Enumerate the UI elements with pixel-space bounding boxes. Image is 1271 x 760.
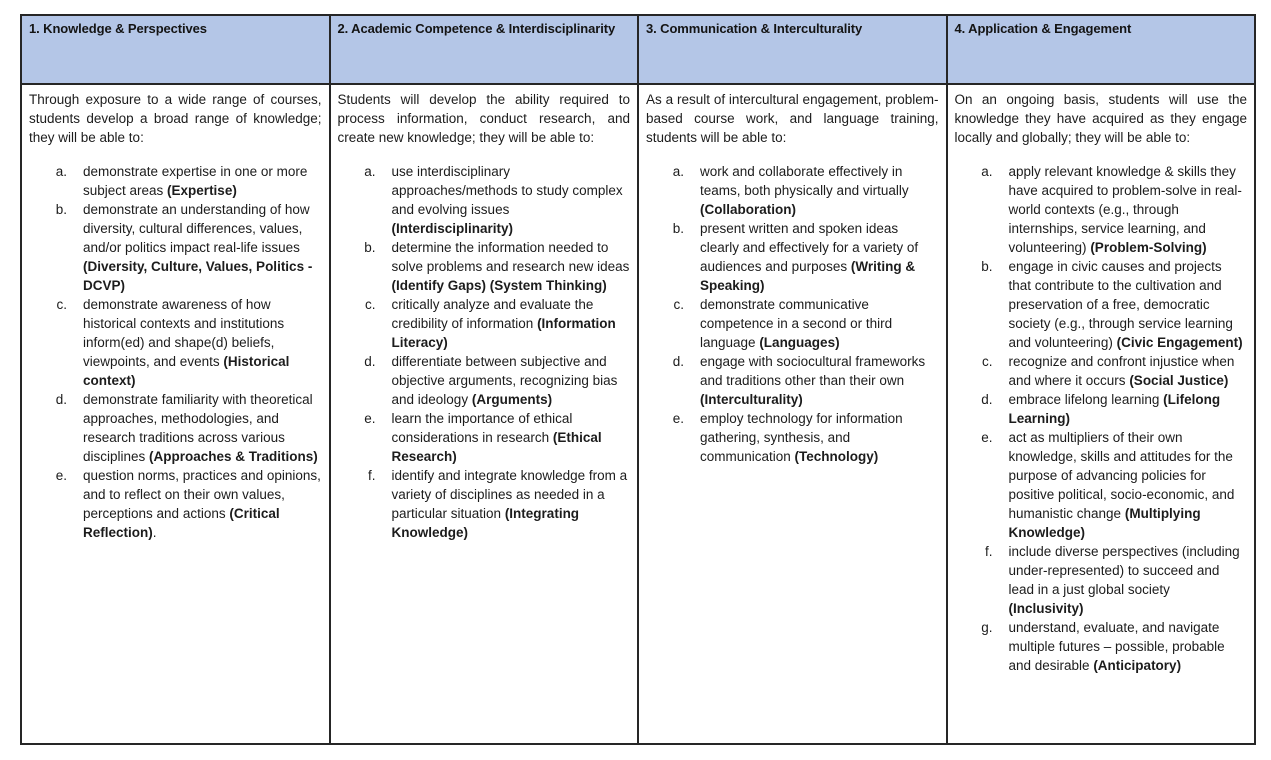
column-intro-text: Through exposure to a wide range of courses, students develop a broad range of knowledge; they will be able to: xyxy=(29,92,322,145)
outcome-list-item xyxy=(646,352,939,409)
list-item-text xyxy=(392,162,631,238)
column-intro-text: Students will develop the ability required to process information, conduct research, and create new knowledge; they will be able to: xyxy=(337,92,630,145)
list-item-text xyxy=(392,409,631,466)
outcome-list-item xyxy=(29,162,322,200)
outcome-keyword: (Civic Engagement) xyxy=(1116,335,1243,350)
outcome-list-item xyxy=(338,466,631,542)
outcome-keyword: (Expertise) xyxy=(167,183,237,198)
outcome-keyword: (Arguments) xyxy=(471,392,553,407)
outcome-text-segment: demonstrate communicative competence in a second or third language xyxy=(700,297,893,350)
outcome-text-segment: recognize and confront injustice when and where it occurs xyxy=(1008,354,1235,388)
list-item-text xyxy=(700,295,939,352)
column-intro-text: On an ongoing basis, students will use the knowledge they have acquired as they engage locally and globally; they will be able to: xyxy=(954,92,1247,145)
list-item-letter: a. xyxy=(364,164,376,179)
list-item-text xyxy=(392,238,631,295)
outcome-text-segment: identify and integrate knowledge from a variety of disciplines as needed in a particular situation xyxy=(391,468,628,521)
list-item-text xyxy=(83,295,322,390)
outcome-keyword: (Technology) xyxy=(794,449,879,464)
outcome-keyword: (Inclusivity) xyxy=(1008,601,1084,616)
list-item-text xyxy=(83,390,322,466)
table-column xyxy=(331,16,640,743)
outcome-text-segment: learn the importance of ethical considerations in research xyxy=(391,411,573,445)
column-body-cell xyxy=(948,85,1255,743)
outcome-text-segment: differentiate between subjective and objective arguments, recognizing bias and ideology xyxy=(391,354,618,407)
outcome-keyword: (Ethical Research) xyxy=(391,430,602,464)
outcome-keyword: (Approaches & Traditions) xyxy=(149,449,318,464)
outcome-keyword: (Problem-Solving) xyxy=(1090,240,1207,255)
list-item-text xyxy=(1009,542,1248,618)
list-item-letter: b. xyxy=(55,202,67,217)
outcome-text-segment: embrace lifelong learning xyxy=(1008,392,1164,407)
column-header-label: 2. Academic Competence & Interdisciplinarity xyxy=(337,21,616,36)
column-intro-text: As a result of intercultural engagement, problem-based course work, and language training, students will be able to: xyxy=(646,92,939,145)
outcome-text-segment: determine the information needed to solve problems and research new ideas xyxy=(391,240,630,274)
outcome-text-segment: . xyxy=(152,525,157,540)
list-item-letter: b. xyxy=(364,240,376,255)
outcome-list-item xyxy=(955,618,1248,675)
list-item-letter: c. xyxy=(56,297,67,312)
table-column xyxy=(639,16,948,743)
outcome-list-item xyxy=(955,162,1248,257)
outcome-list-item xyxy=(955,542,1248,618)
outcome-text-segment: apply relevant knowledge & skills they have acquired to problem-solve in real-world contexts (e.g., through internships, service learning, and volunteering) xyxy=(1008,164,1242,255)
list-item-text xyxy=(1009,428,1248,542)
outcome-keyword: (Diversity, Culture, Values, Politics - DCVP) xyxy=(83,259,313,293)
column-body-cell xyxy=(331,85,638,743)
list-item-text xyxy=(1009,162,1248,257)
list-item-text xyxy=(392,352,631,409)
list-item-text xyxy=(1009,618,1248,675)
learning-outcomes-table xyxy=(20,14,1256,745)
outcome-list-item xyxy=(29,200,322,295)
outcome-text-segment: critically analyze and evaluate the credibility of information xyxy=(391,297,594,331)
list-item-text xyxy=(83,162,322,200)
outcome-text-segment: use interdisciplinary approaches/methods to study complex and evolving issues xyxy=(391,164,623,217)
list-item-letter: b. xyxy=(672,221,684,236)
outcome-text-segment: understand, evaluate, and navigate multiple futures – possible, probable and desirable xyxy=(1008,620,1225,673)
outcome-list-item xyxy=(338,352,631,409)
list-item-letter: e. xyxy=(55,468,67,483)
outcome-keyword: (Multiplying Knowledge) xyxy=(1008,506,1201,540)
outcome-list-item xyxy=(29,295,322,390)
outcome-list xyxy=(955,162,1248,675)
outcome-list xyxy=(338,162,631,542)
outcome-list-item xyxy=(338,409,631,466)
outcome-keyword: (Integrating Knowledge) xyxy=(391,506,580,540)
list-item-letter: c. xyxy=(364,297,376,312)
outcome-list-item xyxy=(646,295,939,352)
table-column xyxy=(948,16,1255,743)
outcome-list-item xyxy=(646,409,939,466)
list-item-letter: a. xyxy=(981,164,993,179)
list-item-letter: c. xyxy=(673,297,684,312)
outcome-list xyxy=(646,162,939,466)
outcome-list-item xyxy=(29,466,322,542)
list-item-letter: d. xyxy=(981,392,993,407)
list-item-text xyxy=(700,352,939,409)
outcome-keyword: (Critical Reflection) xyxy=(83,506,280,540)
list-item-letter: e. xyxy=(981,430,993,445)
outcome-keyword: (Interculturality) xyxy=(700,392,803,407)
list-item-text xyxy=(1009,257,1248,352)
outcome-keyword: (Interdisciplinarity) xyxy=(391,221,514,236)
outcome-keyword: (Anticipatory) xyxy=(1093,658,1182,673)
list-item-text xyxy=(392,466,631,542)
column-header-cell xyxy=(22,16,329,85)
outcome-keyword: (Identify Gaps) (System Thinking) xyxy=(391,278,607,293)
list-item-text xyxy=(700,162,939,219)
outcome-text-segment: demonstrate familiarity with theoretical approaches, methodologies, and research traditions across various disciplines xyxy=(83,392,313,464)
outcome-list-item xyxy=(955,390,1248,428)
outcome-text-segment: include diverse perspectives (including under-represented) to succeed and lead in a just global society xyxy=(1008,544,1240,597)
list-item-text xyxy=(1009,352,1248,390)
list-item-text xyxy=(83,200,322,295)
list-item-letter: d. xyxy=(364,354,376,369)
column-body-cell xyxy=(639,85,946,743)
outcome-list-item xyxy=(338,238,631,295)
list-item-letter: f. xyxy=(367,468,376,483)
outcome-keyword: (Historical context) xyxy=(83,354,290,388)
outcome-list-item xyxy=(955,257,1248,352)
list-item-text xyxy=(700,409,939,466)
outcome-list-item xyxy=(338,162,631,238)
list-item-text xyxy=(83,466,322,542)
outcome-text-segment: engage with sociocultural frameworks and traditions other than their own xyxy=(700,354,926,388)
outcome-list-item xyxy=(338,295,631,352)
outcome-text-segment: act as multipliers of their own knowledge, skills and attitudes for the purpose of advancing policies for positive political, socio-economic, and humanistic change xyxy=(1008,430,1235,521)
outcome-list-item xyxy=(955,428,1248,542)
column-body-cell xyxy=(22,85,329,743)
outcome-text-segment: question norms, practices and opinions, and to reflect on their own values, perceptions and actions xyxy=(83,468,321,521)
outcome-list-item xyxy=(955,352,1248,390)
list-item-letter: e. xyxy=(364,411,376,426)
outcome-keyword: (Writing & Speaking) xyxy=(700,259,916,293)
outcome-text-segment: demonstrate expertise in one or more subject areas xyxy=(83,164,308,198)
list-item-letter: a. xyxy=(55,164,67,179)
list-item-letter: c. xyxy=(981,354,993,369)
list-item-letter: g. xyxy=(981,620,993,635)
outcome-text-segment: demonstrate awareness of how historical contexts and institutions inform(ed) and shape(d) beliefs, viewpoints, and events xyxy=(83,297,285,369)
outcome-text-segment: employ technology for information gathering, synthesis, and communication xyxy=(700,411,903,464)
outcome-keyword: (Collaboration) xyxy=(700,202,796,217)
list-item-text xyxy=(1009,390,1248,428)
list-item-letter: d. xyxy=(672,354,684,369)
outcome-list-item xyxy=(646,162,939,219)
outcome-list xyxy=(29,162,322,542)
list-item-letter: b. xyxy=(981,259,993,274)
list-item-text xyxy=(392,295,631,352)
outcome-keyword: (Information Literacy) xyxy=(391,316,616,350)
column-header-label: 1. Knowledge & Perspectives xyxy=(29,21,207,36)
column-header-cell xyxy=(948,16,1255,85)
table-column xyxy=(22,16,331,743)
outcome-text-segment: demonstrate an understanding of how diversity, cultural differences, values, and/or politics impact real-life issues xyxy=(83,202,310,255)
outcome-text-segment: work and collaborate effectively in teams, both physically and virtually xyxy=(700,164,909,198)
list-item-letter: f. xyxy=(984,544,993,559)
column-header-label: 3. Communication & Interculturality xyxy=(646,21,863,36)
outcome-list-item xyxy=(646,219,939,295)
outcome-text-segment: engage in civic causes and projects that contribute to the cultivation and preservation of a free, democratic society (e.g., through service learning and volunteering) xyxy=(1008,259,1233,350)
list-item-text xyxy=(700,219,939,295)
outcome-keyword: (Social Justice) xyxy=(1129,373,1229,388)
outcome-list-item xyxy=(29,390,322,466)
outcome-text-segment: present written and spoken ideas clearly and effectively for a variety of audiences and purposes xyxy=(700,221,919,274)
column-header-cell xyxy=(639,16,946,85)
column-header-cell xyxy=(331,16,638,85)
outcome-keyword: (Lifelong Learning) xyxy=(1008,392,1221,426)
list-item-letter: a. xyxy=(672,164,684,179)
list-item-letter: e. xyxy=(672,411,684,426)
column-header-label: 4. Application & Engagement xyxy=(954,21,1132,36)
outcome-keyword: (Languages) xyxy=(759,335,840,350)
list-item-letter: d. xyxy=(55,392,67,407)
